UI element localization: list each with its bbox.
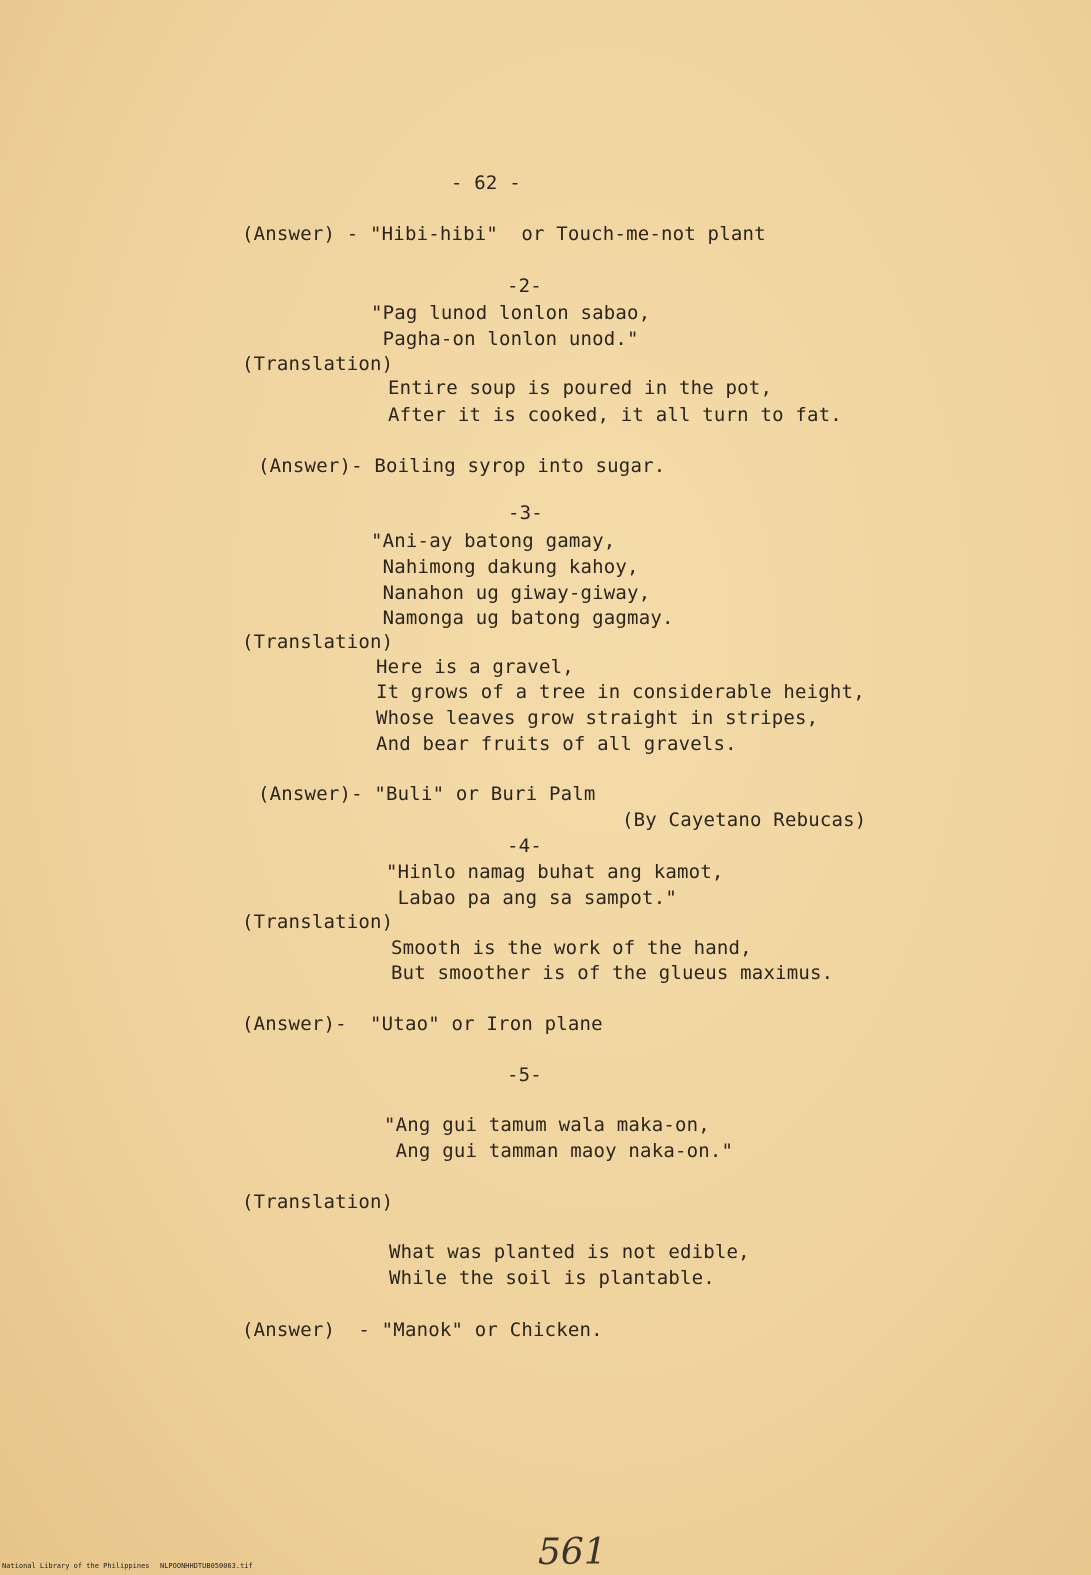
riddle-4-original-line: "Hinlo namag buhat ang kamot, bbox=[386, 861, 724, 883]
riddle-4-number: -4- bbox=[507, 835, 542, 857]
riddle-3-original-line: Nanahon ug giway-giway, bbox=[371, 582, 651, 604]
footer-file-name: NLPOONHHDTUB050063.tif bbox=[160, 1562, 253, 1570]
riddle-2-translation-line: Entire soup is poured in the pot, bbox=[388, 377, 773, 399]
riddle-3-translation-line: And bear fruits of all gravels. bbox=[376, 733, 737, 755]
riddle-4-translation-line: Smooth is the work of the hand, bbox=[391, 937, 752, 959]
riddle-5-translation-label: (Translation) bbox=[242, 1191, 394, 1213]
riddle-3-original-line: "Ani-ay batong gamay, bbox=[371, 530, 616, 552]
riddle-5-translation-line: What was planted is not edible, bbox=[389, 1241, 750, 1263]
riddle-2-translation-label: (Translation) bbox=[242, 353, 394, 375]
riddle-5-answer: (Answer) - "Manok" or Chicken. bbox=[242, 1319, 603, 1341]
riddle-3-translation-line: It grows of a tree in considerable height, bbox=[376, 681, 865, 703]
riddle-2-translation-line: After it is cooked, it all turn to fat. bbox=[388, 404, 842, 426]
riddle-4-translation-label: (Translation) bbox=[242, 911, 394, 933]
riddle-4-original-line: Labao pa ang sa sampot." bbox=[386, 887, 677, 909]
riddle-3-original-line: Nahimong dakung kahoy, bbox=[371, 556, 639, 578]
handwritten-page-number: 561 bbox=[538, 1532, 607, 1573]
riddle-3-translation-line: Whose leaves grow straight in stripes, bbox=[376, 707, 819, 729]
riddle-2-original-line: "Pag lunod lonlon sabao, bbox=[371, 302, 651, 324]
page-number: - 62 - bbox=[451, 172, 521, 194]
riddle-1-answer: (Answer) - "Hibi-hibi" or Touch-me-not plant bbox=[242, 223, 766, 245]
riddle-2-answer: (Answer)- Boiling syrop into sugar. bbox=[258, 455, 666, 477]
riddle-3-credit: (By Cayetano Rebucas) bbox=[622, 809, 867, 831]
riddle-5-translation-line: While the soil is plantable. bbox=[389, 1267, 715, 1289]
riddle-4-translation-line: But smoother is of the glueus maximus. bbox=[391, 962, 834, 984]
riddle-5-number: -5- bbox=[507, 1064, 542, 1086]
riddle-3-translation-label: (Translation) bbox=[242, 631, 394, 653]
riddle-3-original-line: Namonga ug batong gagmay. bbox=[371, 607, 674, 629]
riddle-2-number: -2- bbox=[507, 275, 542, 297]
riddle-4-answer: (Answer)- "Utao" or Iron plane bbox=[242, 1013, 603, 1035]
riddle-3-translation-line: Here is a gravel, bbox=[376, 656, 574, 678]
riddle-3-answer: (Answer)- "Buli" or Buri Palm bbox=[258, 783, 596, 805]
riddle-2-original-line: Pagha-on lonlon unod." bbox=[371, 328, 639, 350]
riddle-5-original-line: Ang gui tamman maoy naka-on." bbox=[384, 1140, 734, 1162]
riddle-3-number: -3- bbox=[508, 502, 543, 524]
footer-library-name: National Library of the Philippines bbox=[2, 1562, 150, 1570]
riddle-5-original-line: "Ang gui tamum wala maka-on, bbox=[384, 1114, 710, 1136]
